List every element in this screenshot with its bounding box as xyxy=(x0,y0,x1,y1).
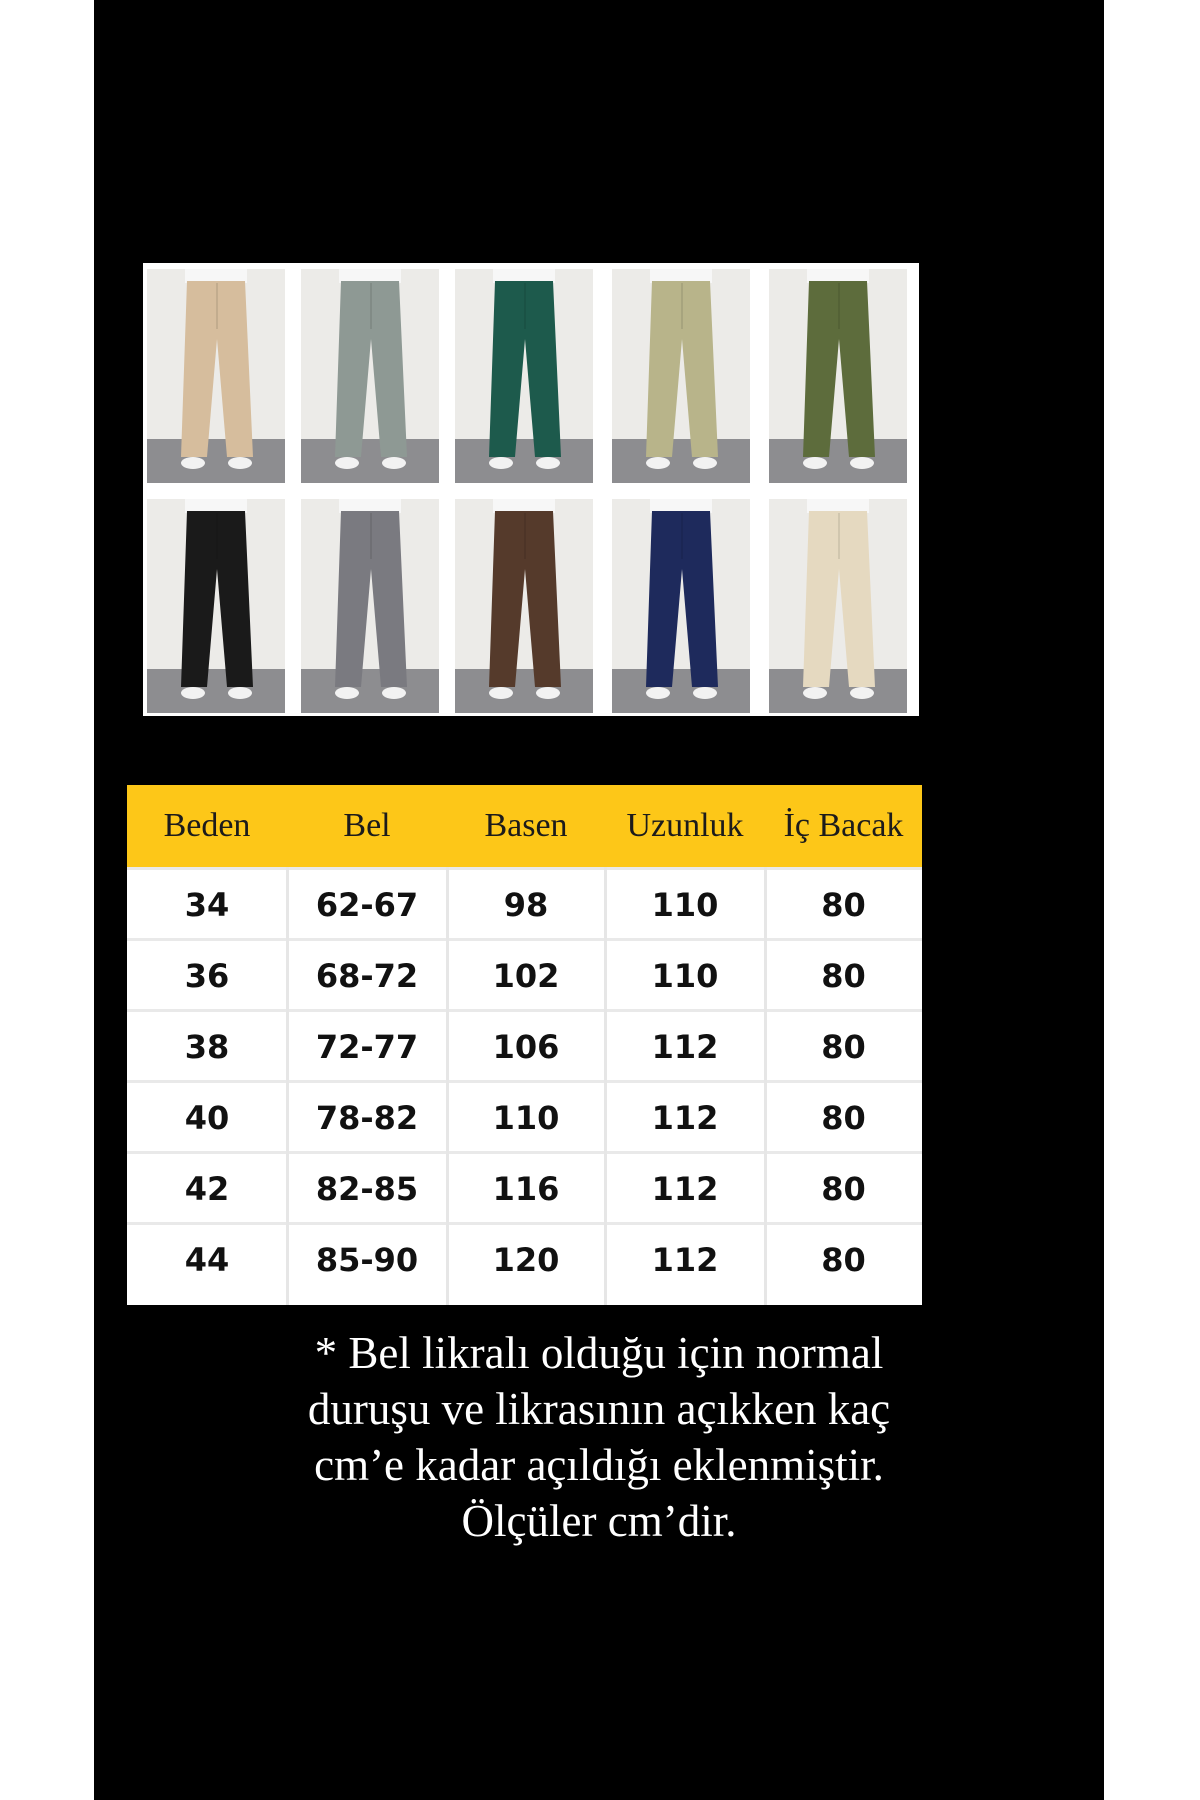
table-cell: 80 xyxy=(821,1099,866,1137)
table-cell: 80 xyxy=(821,1028,866,1066)
table-cell: 110 xyxy=(651,886,719,924)
table-cell: 116 xyxy=(492,1170,560,1208)
table-cell: 72-77 xyxy=(315,1028,419,1066)
table-cell: 110 xyxy=(651,957,719,995)
table-row xyxy=(127,867,922,940)
table-cell: 110 xyxy=(492,1099,560,1137)
column-divider xyxy=(764,867,767,1305)
column-divider xyxy=(446,867,449,1305)
column-divider xyxy=(286,867,289,1305)
note-line: * Bel likralı olduğu için normal xyxy=(314,1328,884,1378)
trouser-photo-emerald xyxy=(455,269,593,483)
header-beden: Beden xyxy=(163,807,251,844)
table-cell: 82-85 xyxy=(315,1170,419,1208)
table-cell: 112 xyxy=(651,1170,719,1208)
trouser-photo-beige xyxy=(147,269,285,483)
table-cell: 112 xyxy=(651,1028,719,1066)
table-header-row xyxy=(127,785,922,867)
table-cell: 42 xyxy=(184,1170,230,1208)
note-line: duruşu ve likrasının açıkken kaç xyxy=(307,1384,891,1434)
table-cell: 120 xyxy=(492,1241,560,1279)
trouser-photo-smoke xyxy=(301,499,439,713)
table-cell: 62-67 xyxy=(315,886,419,924)
table-cell: 106 xyxy=(492,1028,560,1066)
table-row xyxy=(127,1151,922,1224)
header-basen: Basen xyxy=(484,807,568,844)
table-cell: 85-90 xyxy=(315,1241,419,1279)
table-row xyxy=(127,938,922,1011)
size-note xyxy=(94,1325,1104,1549)
table-cell: 112 xyxy=(651,1099,719,1137)
header-bel: Bel xyxy=(343,807,391,844)
trouser-photo-khaki xyxy=(612,269,750,483)
header-ic-bacak: İç Bacak xyxy=(783,807,904,844)
header-uzunluk: Uzunluk xyxy=(626,807,744,844)
size-chart-table xyxy=(127,785,922,1305)
table-cell: 34 xyxy=(184,886,230,924)
table-cell: 44 xyxy=(184,1241,230,1279)
trouser-photo-grey xyxy=(301,269,439,483)
table-cell: 102 xyxy=(492,957,560,995)
table-row xyxy=(127,1080,922,1153)
note-line: Ölçüler cm’dir. xyxy=(461,1496,737,1546)
note-line: cm’e kadar açıldığı eklenmiştir. xyxy=(314,1440,884,1490)
table-cell: 40 xyxy=(184,1099,230,1137)
table-cell: 112 xyxy=(651,1241,719,1279)
trouser-photo-cream xyxy=(769,499,907,713)
trouser-photo-black xyxy=(147,499,285,713)
table-cell: 68-72 xyxy=(315,957,419,995)
table-cell: 78-82 xyxy=(315,1099,419,1137)
table-cell: 36 xyxy=(184,957,230,995)
trouser-photo-brown xyxy=(455,499,593,713)
table-row xyxy=(127,1222,922,1295)
table-cell: 98 xyxy=(503,886,549,924)
trouser-photo-navy xyxy=(612,499,750,713)
table-cell: 80 xyxy=(821,1170,866,1208)
table-cell: 80 xyxy=(821,886,866,924)
table-cell: 38 xyxy=(184,1028,230,1066)
column-divider xyxy=(604,867,607,1305)
table-row xyxy=(127,1009,922,1082)
color-swatch-grid xyxy=(143,263,919,716)
table-cell: 80 xyxy=(821,1241,866,1279)
table-cell: 80 xyxy=(821,957,866,995)
trouser-photo-olive xyxy=(769,269,907,483)
